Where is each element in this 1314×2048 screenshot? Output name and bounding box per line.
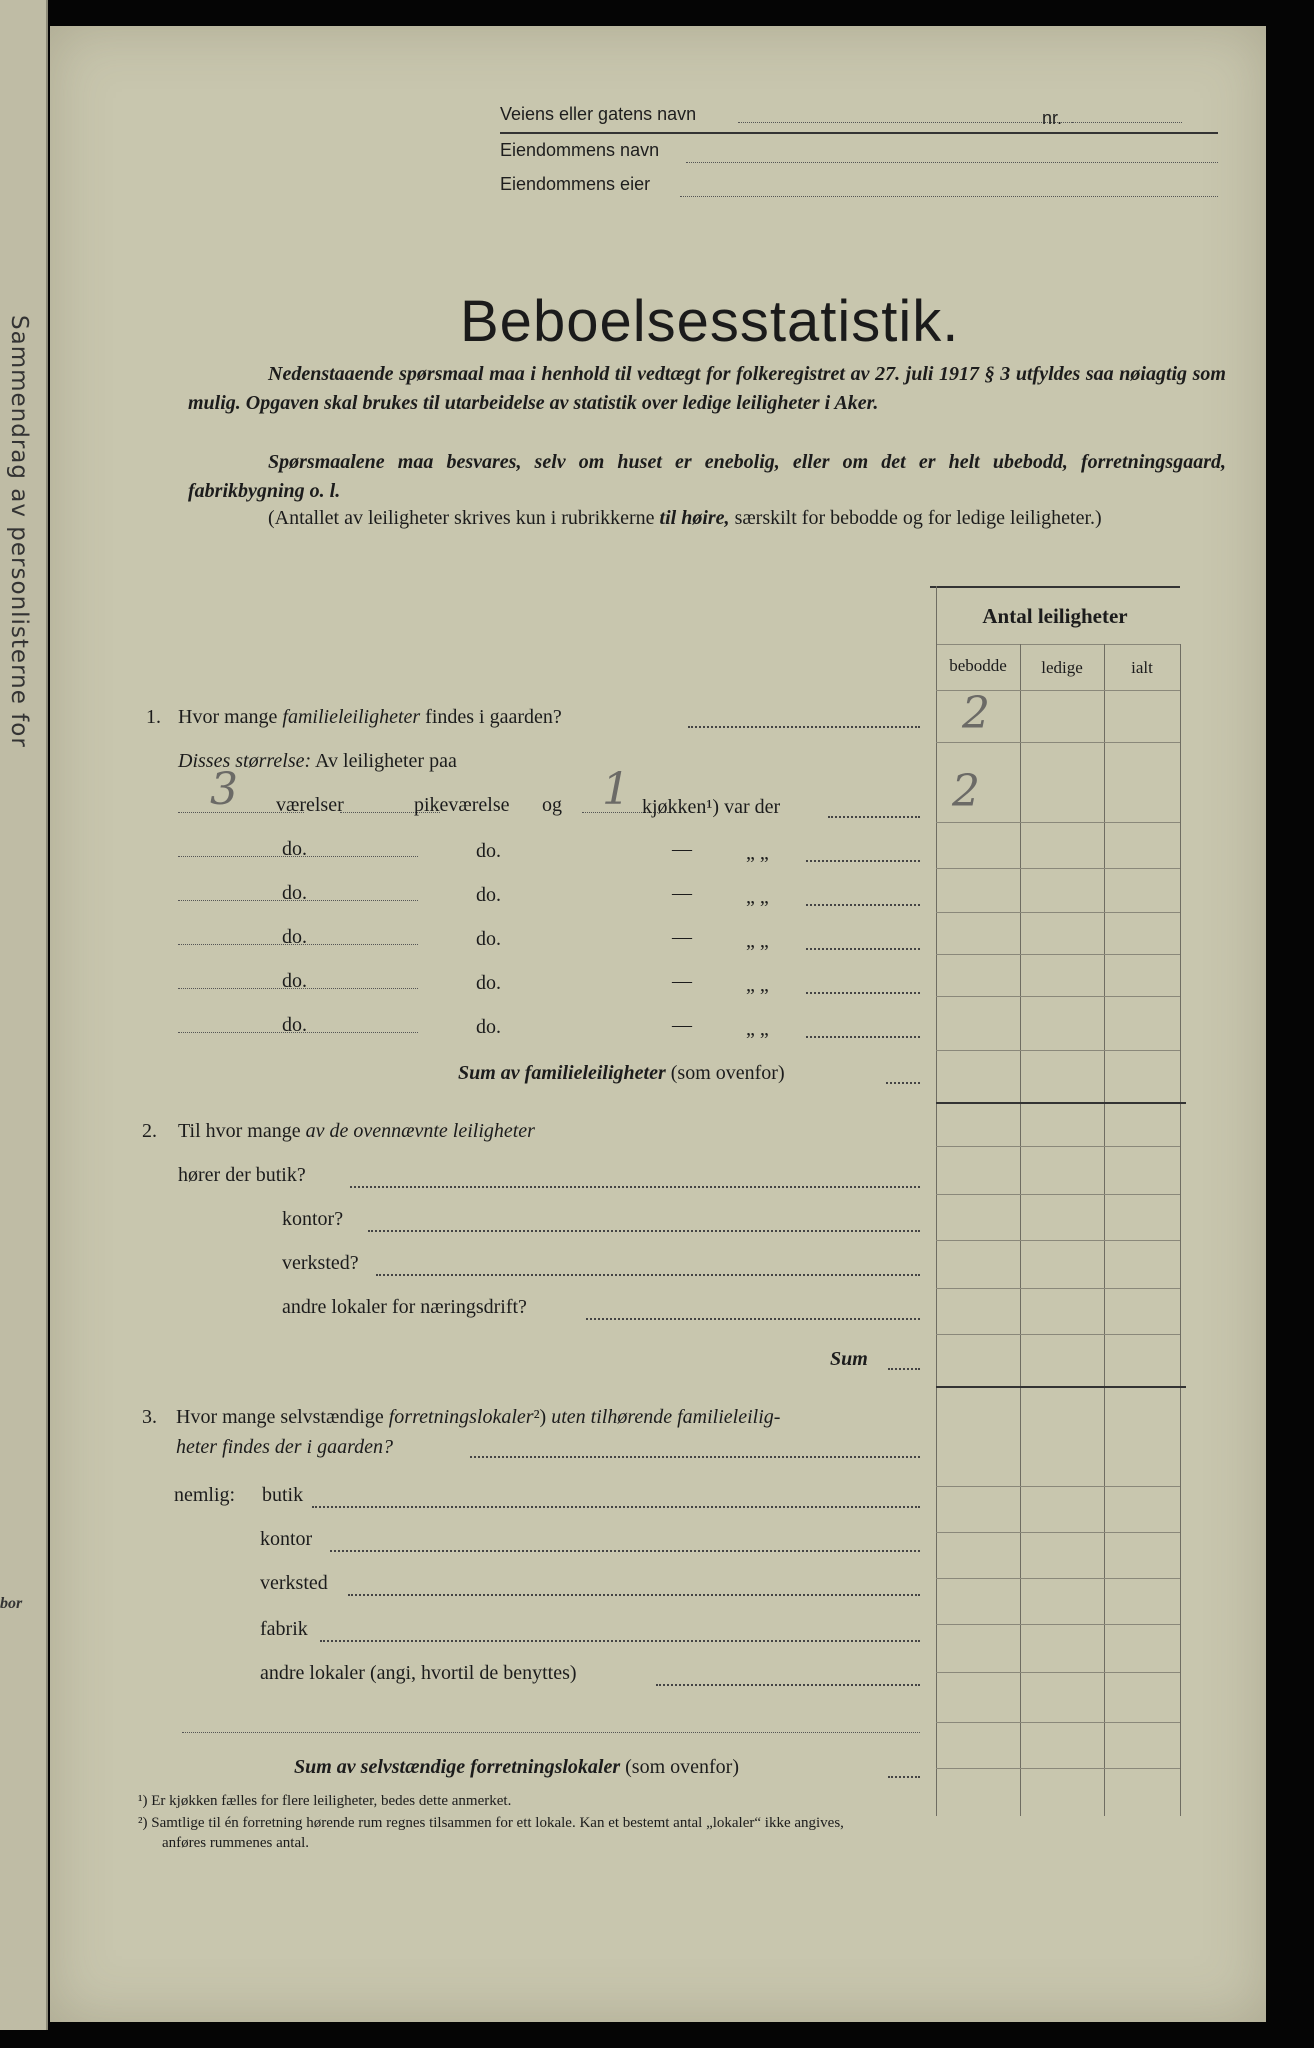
q1-size-label: Disses størrelse: Av leiligheter paa <box>178 750 457 772</box>
rooms-label: værelser <box>276 794 344 816</box>
leader-dots <box>806 904 920 906</box>
q2-number: 2. <box>142 1120 157 1142</box>
leader-dots <box>688 726 920 728</box>
left-fragment: bor <box>0 1595 23 1612</box>
grid-row <box>936 954 1180 955</box>
footnote-1: ¹) Er kjøkken fælles for flere leiligheter, bedes dette anmerket. <box>138 1793 512 1809</box>
leader-dots <box>888 1368 920 1370</box>
do-label: do. <box>476 928 501 950</box>
grid-row <box>936 822 1180 823</box>
leader-dots <box>350 1186 920 1188</box>
grid-row <box>936 1722 1180 1723</box>
q2-butik: hører der butik? <box>178 1164 306 1186</box>
grid-row <box>936 1146 1180 1147</box>
kitchen-label: kjøkken¹) var der <box>642 796 781 818</box>
nr-label: nr. <box>1042 108 1063 128</box>
do-label: do. <box>476 884 501 906</box>
table-top-rule <box>930 586 1180 588</box>
intro-paragraph-2: Spørsmaalene maa besvares, selv om huset er enebolig, eller om det er helt ubebodd, forretningsgaard, fabrikbygning o. l. <box>188 451 1226 502</box>
property-name-label: Eiendommens navn <box>500 140 660 160</box>
q3-nemlig: nemlig: <box>174 1484 236 1506</box>
leader-dots <box>888 1776 920 1778</box>
leader-dots <box>828 816 920 818</box>
leader-dots <box>376 1274 920 1276</box>
intro-paragraph-3: (Antallet av leiligheter skrives kun i rubrikkerne til høire, særskilt for bebodde og for ledige leiligheter.) <box>268 507 1102 529</box>
grid-row <box>936 912 1180 913</box>
ditto-label: „ „ <box>746 886 769 908</box>
dash-label: — <box>672 838 692 860</box>
q3-question-line2: heter findes der i gaarden? <box>176 1436 394 1458</box>
q1-question: Hvor mange familieleiligheter findes i gaarden? <box>178 706 562 728</box>
do-label: do. <box>282 882 307 904</box>
property-name-field[interactable] <box>686 162 1218 163</box>
section-rule-1 <box>936 1102 1186 1104</box>
do-label: do. <box>476 972 501 994</box>
handwritten-row1-bebodde: 2 <box>952 766 980 817</box>
q2-andre: andre lokaler for næringsdrift? <box>282 1296 527 1318</box>
street-field[interactable] <box>738 122 1088 123</box>
form-page <box>50 26 1266 2022</box>
leader-dots <box>806 992 920 994</box>
intro-paragraph-1: Nedenstaaende spørsmaal maa i henhold til vedtægt for folkeregistret av 27. juli 1917 § 3 utfyldes saa nøiagtig som mulig. Opgaven skal brukes til utarbeidelse av statistik over ledige leiligheter i Aker. <box>188 363 1226 414</box>
maid-room-label: pikeværelse <box>414 794 510 816</box>
q3-other-field[interactable] <box>182 1732 920 1733</box>
footnote-2: ²) Samtlige til én forretning hørende rum regnes tilsammen for ett lokale. Kan et bestemt antal „lokaler“ ikke angives, <box>138 1815 844 1831</box>
leader-dots <box>470 1456 920 1458</box>
property-owner-label: Eiendommens eier <box>500 174 651 194</box>
do-label: do. <box>282 838 307 860</box>
q3-andre: andre lokaler (angi, hvortil de benyttes) <box>260 1662 577 1684</box>
leader-dots <box>806 948 920 950</box>
do-label: do. <box>476 840 501 862</box>
leader-dots <box>312 1506 920 1508</box>
grid-row <box>936 1050 1180 1051</box>
leader-dots <box>656 1684 920 1686</box>
leader-dots <box>330 1550 920 1552</box>
leader-dots <box>348 1594 920 1596</box>
table-border-right <box>1180 644 1181 1816</box>
q3-question: Hvor mange selvstændige forretningslokaler²) uten tilhørende familieleilig- <box>176 1406 781 1428</box>
table-title: Antal leiligheter <box>982 604 1128 628</box>
grid-row <box>936 1486 1180 1487</box>
grid-row <box>936 1578 1180 1579</box>
grid-row <box>936 1768 1180 1769</box>
table-header-rule <box>936 644 1180 645</box>
grid-row <box>936 1672 1180 1673</box>
col-ledige: ledige <box>1041 658 1083 677</box>
table-col-divider-2 <box>1104 644 1105 1816</box>
dash-label: — <box>672 1014 692 1036</box>
q2-verksted: verksted? <box>282 1252 359 1274</box>
grid-row <box>936 1288 1180 1289</box>
grid-row <box>936 1334 1180 1335</box>
grid-row <box>936 1194 1180 1195</box>
spine-text: Sammendrag av personlisterne for <box>6 315 32 748</box>
q3-sum: Sum av selvstændige forretningslokaler (som ovenfor) <box>294 1756 739 1778</box>
ditto-label: „ „ <box>746 1018 769 1040</box>
leader-dots <box>806 860 920 862</box>
q1-sum: Sum av familieleiligheter (som ovenfor) <box>458 1062 785 1084</box>
handwritten-rooms: 3 <box>210 764 238 815</box>
leader-dots <box>368 1230 920 1232</box>
grid-row <box>936 742 1180 743</box>
ditto-label: „ „ <box>746 842 769 864</box>
leader-dots <box>886 1082 920 1084</box>
leader-dots <box>586 1318 920 1320</box>
table-border-left <box>936 586 937 1816</box>
and-label: og <box>542 794 562 816</box>
grid-row <box>936 996 1180 997</box>
header-rule <box>500 132 1218 134</box>
do-label: do. <box>282 1014 307 1036</box>
do-label: do. <box>282 926 307 948</box>
dash-label: — <box>672 882 692 904</box>
property-owner-field[interactable] <box>680 196 1218 197</box>
dash-label: — <box>672 926 692 948</box>
grid-row <box>936 1240 1180 1241</box>
ditto-label: „ „ <box>746 974 769 996</box>
do-label: do. <box>282 970 307 992</box>
page-title: Beboelsesstatistik. <box>460 289 960 354</box>
grid-row <box>936 868 1180 869</box>
table-col-divider-1 <box>1020 644 1021 1816</box>
col-ialt: ialt <box>1131 658 1153 677</box>
nr-field[interactable] <box>1072 122 1182 123</box>
do-label: do. <box>476 1016 501 1038</box>
street-label: Veiens eller gatens navn <box>500 104 697 124</box>
leader-dots <box>806 1036 920 1038</box>
grid-row <box>936 1532 1180 1533</box>
section-rule-2 <box>936 1386 1186 1388</box>
handwritten-total-bebodde: 2 <box>962 688 990 739</box>
q2-sum: Sum <box>830 1348 868 1370</box>
q3-verksted: verksted <box>260 1572 328 1594</box>
q3-kontor: kontor <box>260 1528 313 1550</box>
leader-dots <box>320 1640 920 1642</box>
q3-fabrik: fabrik <box>260 1618 308 1640</box>
q2-kontor: kontor? <box>282 1208 344 1230</box>
ditto-label: „ „ <box>746 930 769 952</box>
q1-number: 1. <box>146 706 161 728</box>
left-page-edge <box>0 0 48 2030</box>
q2-question: Til hvor mange av de ovennævnte leiligheter <box>178 1120 535 1142</box>
footnote-2-cont: anføres rummenes antal. <box>162 1835 310 1851</box>
q3-butik: butik <box>262 1484 304 1506</box>
dash-label: — <box>672 970 692 992</box>
handwritten-kitchen: 1 <box>602 764 630 815</box>
grid-row <box>936 1624 1180 1625</box>
q3-number: 3. <box>142 1406 157 1428</box>
col-bebodde: bebodde <box>949 656 1007 675</box>
